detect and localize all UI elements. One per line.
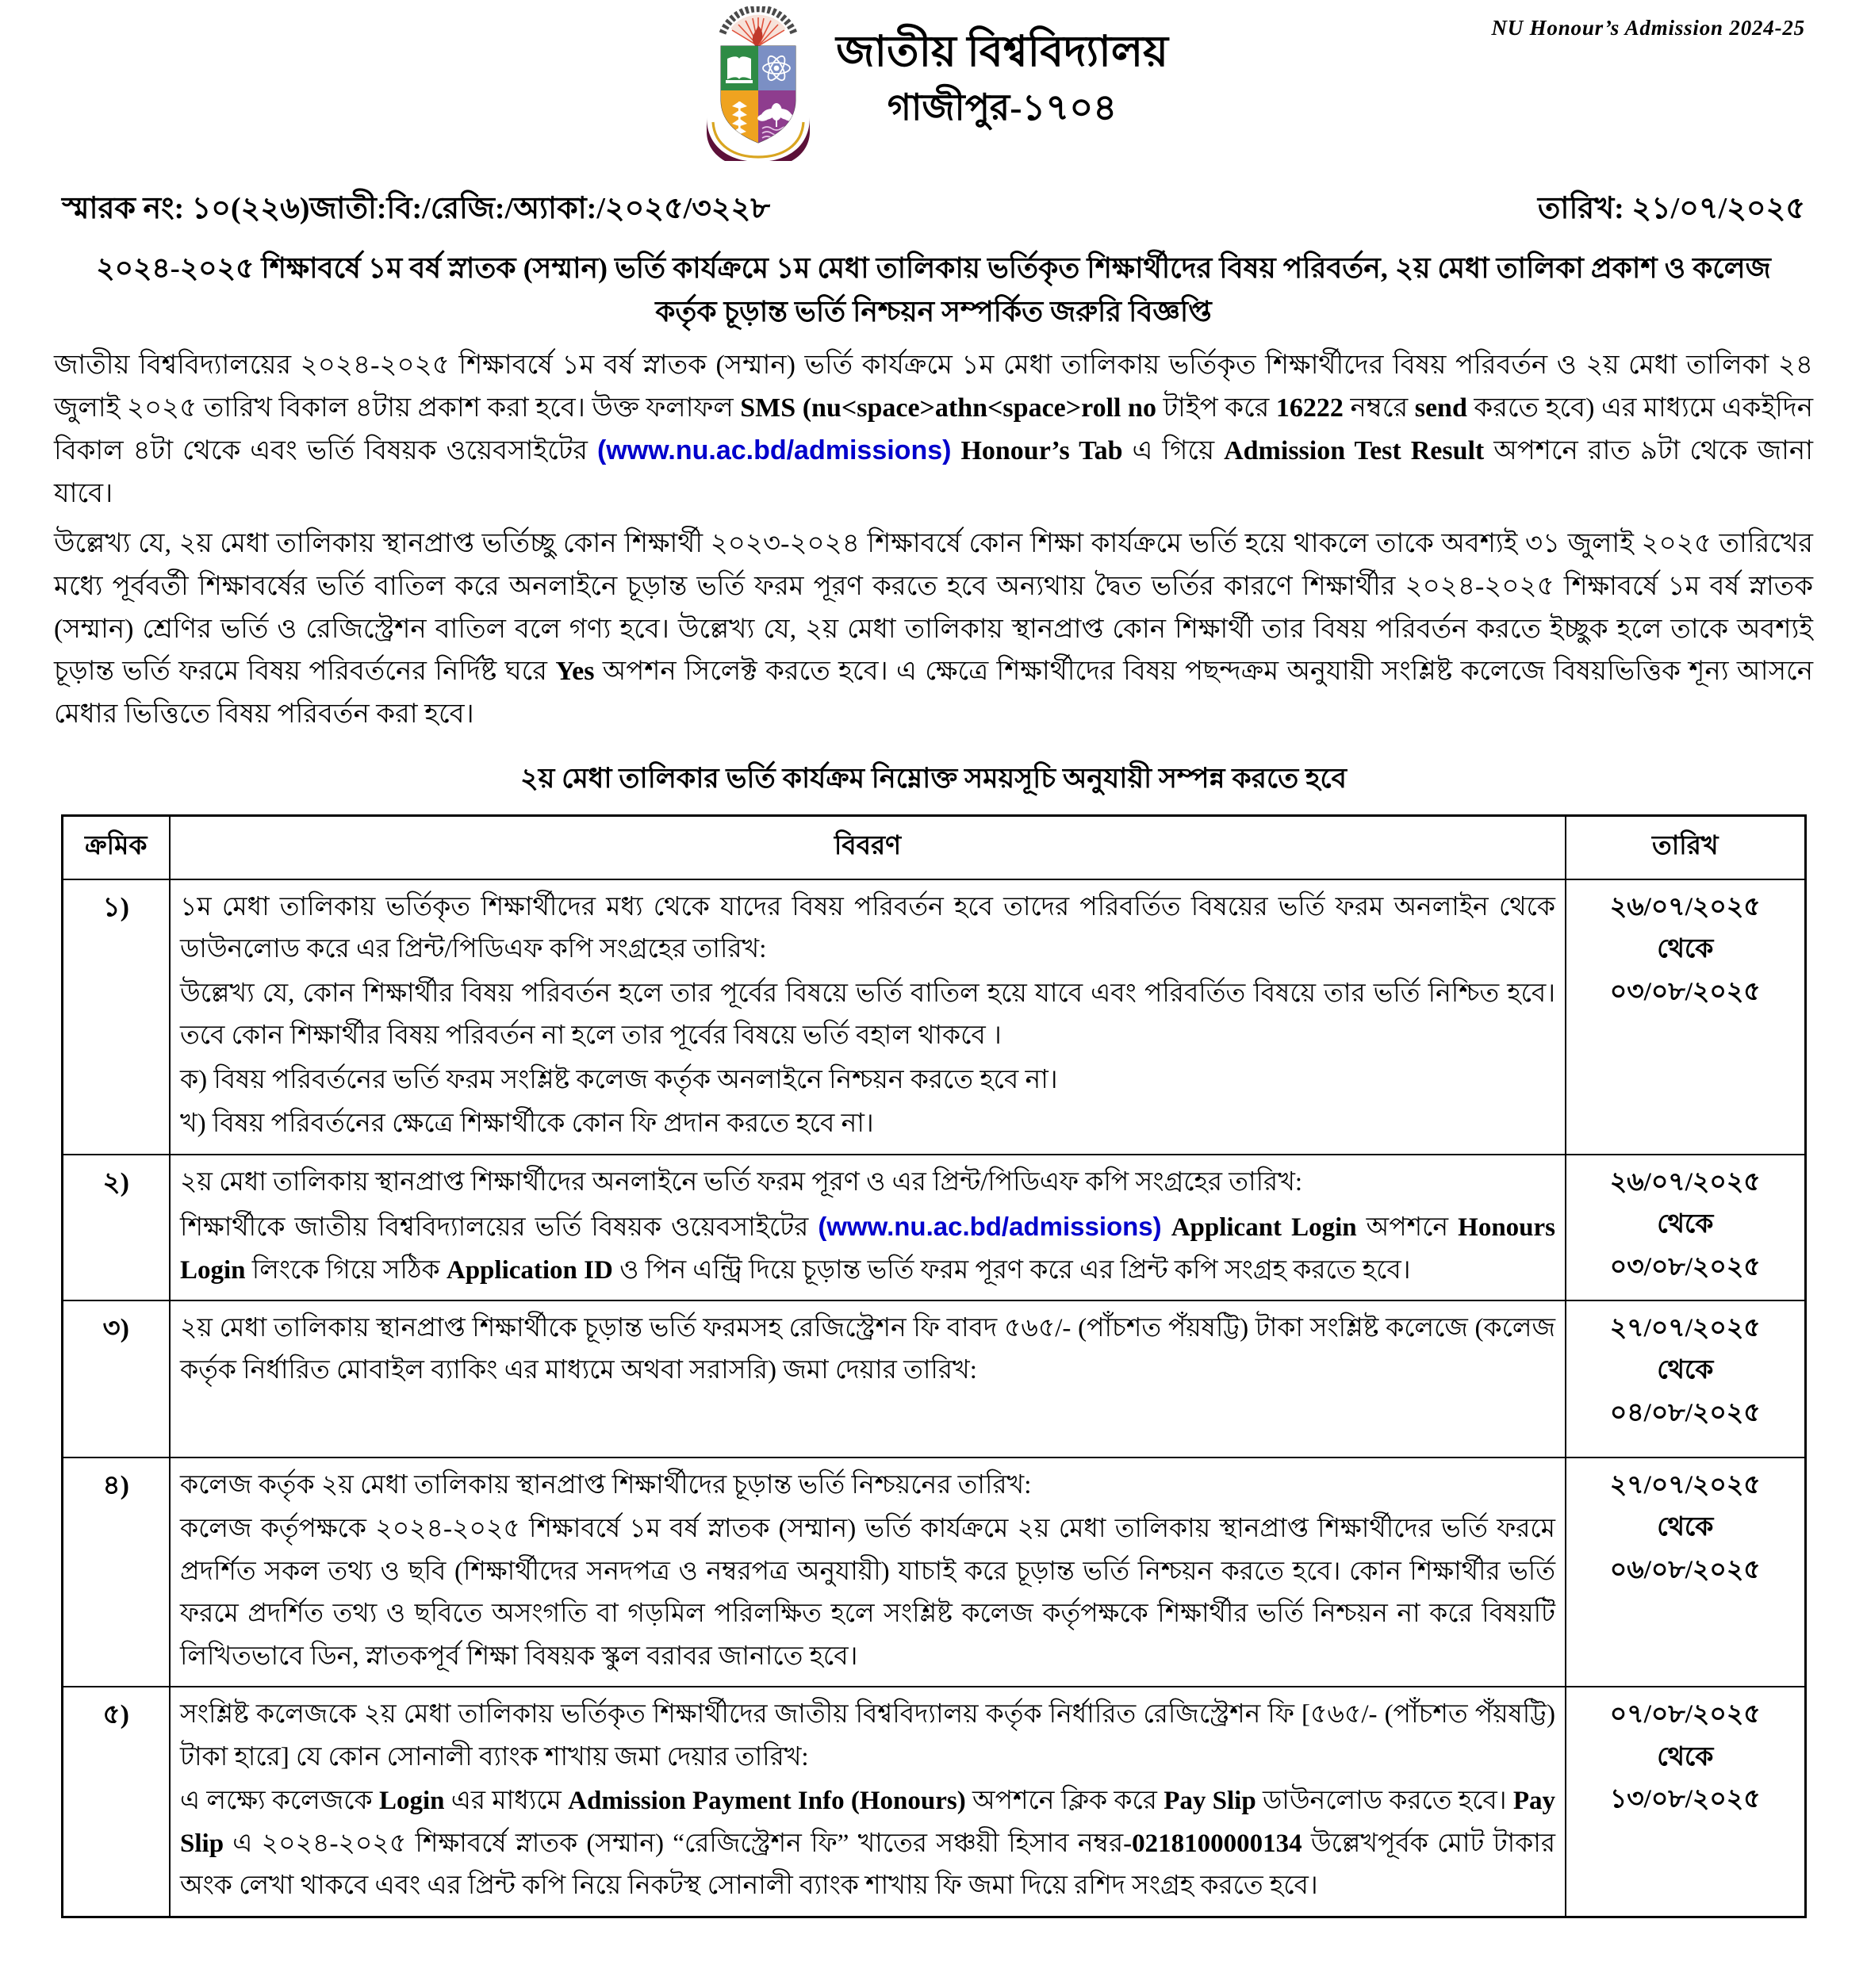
row5-seg-b: এর মাধ্যমে (444, 1787, 569, 1816)
table-row (62, 1300, 1805, 1457)
p1-segment-b: টাইপ করে (1156, 393, 1276, 423)
admission-payment-info-label: Admission Payment Info (Honours) (568, 1787, 966, 1816)
date-connector: থেকে (1657, 935, 1714, 964)
pay-slip-label-2: Pay Slip (180, 1787, 1555, 1858)
row-description (170, 879, 1566, 1155)
row-description (170, 1155, 1566, 1300)
row-date (1566, 1457, 1805, 1687)
p1-segment-c: নম্বরে (1343, 393, 1415, 423)
row1-line-1: ১ম মেধা তালিকায় ভর্তিকৃত শিক্ষার্থীদের মধ্য থেকে যাদের বিষয় পরিবর্তন হবে তাদের পরিবর্তিত বিষয়ের ভর্তি ফরম অনলাইন থেকে ডাউনলোড করে এর প্রিন্ট/পিডিএফ কপি সংগ্রহের তারিখ: (180, 892, 1555, 964)
notice-title: ২০২৪-২০২৫ শিক্ষাবর্ষে ১ম বর্ষ স্নাতক (সম্মান) ভর্তি কার্যক্রমে ১ম মেধা তালিকায় ভর্তিকৃত শিক্ষার্থীদের বিষয় পরিবর্তন, ২য় মেধা তালিকা প্রকাশ ও কলেজ কর্তৃক চূড়ান্ত ভর্তি নিশ্চয়ন সম্পর্কিত জরুরি বিজ্ঞপ্তি (96, 252, 1771, 328)
paragraph-one (54, 344, 1813, 515)
row1-line-2: উল্লেখ্য যে, কোন শিক্ষার্থীর বিষয় পরিবর্তন হলে তার পূর্বের বিষয়ে ভর্তি বাতিল হয়ে যাবে এবং পরিবর্তিত বিষয়ে তার ভর্তি নিশ্চিত হবে। তবে কোন শিক্ষার্থীর বিষয় পরিবর্তন না হলে তার পূর্বের বিষয়ে ভর্তি বহাল থাকবে । (180, 979, 1555, 1051)
date-to: ০৬/০৮/২০২৫ (1609, 1555, 1761, 1584)
paragraph-two (54, 523, 1813, 736)
p1-send-word: send (1414, 393, 1467, 423)
row4-line-1: কলেজ কর্তৃক ২য় মেধা তালিকায় স্থানপ্রাপ্ত শিক্ষার্থীদের চূড়ান্ত ভর্তি নিশ্চয়নের তারিখ: (180, 1470, 1032, 1500)
column-header-date: তারিখ (1566, 815, 1805, 879)
row3-line-1: ২য় মেধা তালিকায় স্থানপ্রাপ্ত শিক্ষার্থীকে চূড়ান্ত ভর্তি ফরমসহ রেজিস্ট্রেশন ফি বাবদ ৫৬৫/- (পাঁচশত পঁয়ষট্টি) টাকা সংশ্লিষ্ট কলেজে (কলেজ কর্তৃক নির্ধারিত মোবাইল ব্যাকিং এর মাধ্যমে অথবা সরাসরি) জমা দেয়ার তারিখ: (180, 1313, 1555, 1385)
row5-seg-a: এ লক্ষ্যে কলেজকে (180, 1787, 379, 1816)
table-row (62, 1457, 1805, 1687)
date-to: ০৩/০৮/২০২৫ (1609, 977, 1761, 1006)
date-connector: থেকে (1657, 1210, 1714, 1239)
memo-date: তারিখ: ২১/০৭/২০২৫ (1537, 192, 1805, 225)
row-serial: ৩) (62, 1300, 170, 1457)
schedule-caption: ২য় মেধা তালিকার ভর্তি কার্যক্রম নিম্নোক্ত সময়সূচি অনুযায়ী সম্পন্ন করতে হবে (520, 762, 1347, 794)
row5-seg-e: এ ২০২৪-২০২৫ শিক্ষাবর্ষে স্নাতক (সম্মান) “রেজিস্ট্রেশন ফি” খাতের সঞ্চয়ী হিসাব নম্বর- (224, 1829, 1133, 1858)
row2-line-1: ২য় মেধা তালিকায় স্থানপ্রাপ্ত শিক্ষার্থীদের অনলাইনে ভর্তি ফরম পূরণ ও এর প্রিন্ট/পিডিএফ কপি সংগ্রহের তারিখ: (180, 1167, 1303, 1197)
p1-segment-f: অপশনে রাত ৯টা থেকে জানা যাবে। (54, 435, 1814, 508)
row-date (1566, 879, 1805, 1155)
row-description (170, 1457, 1566, 1687)
national-university-crest-icon (699, 6, 822, 165)
p1-admission-test-result: Admission Test Result (1224, 435, 1485, 465)
row5-seg-f: উল্লেখপূর্বক মোট টাকার অংক লেখা থাকবে এবং এর প্রিন্ট কপি নিয়ে নিকটস্থ সোনালী ব্যাংক শাখায় ফি জমা দিয়ে রশিদ সংগ্রহ করতে হবে। (180, 1829, 1555, 1901)
row2-seg-b: অপশনে (1356, 1213, 1459, 1243)
row-date (1566, 1300, 1805, 1457)
row2-line-2 (180, 1205, 1555, 1292)
row2-seg-c: লিংকে গিয়ে সঠিক (245, 1255, 447, 1285)
date-connector: থেকে (1657, 1513, 1714, 1542)
p1-segment-a: জাতীয় বিশ্ববিদ্যালয়ের ২০২৪-২০২৫ শিক্ষাবর্ষে ১ম বর্ষ স্নাতক (সম্মান) ভর্তি কার্যক্রমে ১ম মেধা তালিকায় ভর্তিকৃত শিক্ষার্থীদের বিষয় পরিবর্তন ও ২য় মেধা তালিকা ২৪ জুলাই ২০২৫ তারিখ বিকাল ৪টায় প্রকাশ করা হবে। উক্ত ফলাফল (54, 350, 1813, 423)
p2-yes-option: Yes (555, 657, 595, 687)
date-from: ২৬/০৭/২০২৫ (1609, 892, 1761, 921)
date-from: ০৭/০৮/২০২৫ (1609, 1700, 1761, 1729)
login-label: Login (378, 1787, 445, 1816)
university-address: গাজীপুর-১৭০৪ (887, 86, 1118, 128)
row5-seg-d: ডাউনলোড করতে হবে। (1256, 1787, 1513, 1816)
row-serial: ২) (62, 1155, 170, 1300)
running-head: NU Honour’s Admission 2024-25 (1491, 16, 1805, 40)
date-connector: থেকে (1657, 1742, 1714, 1772)
applicant-login-label: Applicant Login (1171, 1213, 1357, 1243)
row-description (170, 1300, 1566, 1457)
date-connector: থেকে (1657, 1356, 1714, 1385)
row5-seg-c: অপশনে ক্লিক করে (965, 1787, 1164, 1816)
table-row (62, 879, 1805, 1155)
row5-line-2 (180, 1780, 1555, 1907)
row2-seg-a: শিক্ষার্থীকে জাতীয় বিশ্ববিদ্যালয়ের ভর্তি বিষয়ক ওয়েবসাইটের (180, 1213, 818, 1243)
date-to: ০৪/০৮/২০২৫ (1609, 1398, 1761, 1427)
row-date (1566, 1155, 1805, 1300)
memo-number: স্মারক নং: ১০(২২৬)জাতী:বি:/রেজি:/অ্যাকা:/২০২৫/৩২২৮ (62, 192, 771, 225)
row4-line-2: কলেজ কর্তৃপক্ষকে ২০২৪-২০২৫ শিক্ষাবর্ষে ১ম বর্ষ স্নাতক (সম্মান) ভর্তি কার্যক্রমে ২য় মেধা তালিকায় স্থানপ্রাপ্ত শিক্ষার্থীদের ভর্তি ফরমে প্রদর্শিত সকল তথ্য ও ছবি (শিক্ষার্থীদের সনদপত্র ও নম্বরপত্র অনুযায়ী) যাচাই করে চূড়ান্ত ভর্তি নিশ্চয়ন করতে হবে। কোন শিক্ষার্থীর ভর্তি ফরমে প্রদর্শিত তথ্য ও ছবিতে অসংগতি বা গড়মিল পরিলক্ষিত হলে সংশ্লিষ্ট কলেজ কর্তৃপক্ষকে শিক্ষার্থীর ভর্তি নিশ্চয়ন না করে বিষয়টি লিখিতভাবে ডিন, স্নাতকপূর্ব শিক্ষা বিষয়ক স্কুল বরাবর জানাতে হবে। (180, 1515, 1555, 1671)
row1-line-3: ক) বিষয় পরিবর্তনের ভর্তি ফরম সংশ্লিষ্ট কলেজ কর্তৃক অনলাইনে নিশ্চয়ন করতে হবে না। (180, 1065, 1058, 1094)
bank-account-number: 0218100000134 (1132, 1829, 1302, 1858)
table-header-row (62, 815, 1805, 879)
pay-slip-label: Pay Slip (1164, 1787, 1256, 1816)
honours-login-label: Honours Login (180, 1213, 1556, 1285)
admission-schedule-table (61, 814, 1807, 1918)
row-serial: ৫) (62, 1687, 170, 1917)
column-header-serial: ক্রমিক (62, 815, 170, 879)
memo-row (48, 185, 1819, 236)
p1-shortcode: 16222 (1275, 393, 1344, 423)
date-from: ২৭/০৭/২০২৫ (1609, 1313, 1761, 1343)
date-to: ১৩/০৮/২০২৫ (1609, 1785, 1761, 1814)
p1-sms-format: SMS (nu<space>athn<space>roll no (740, 393, 1156, 423)
row-date (1566, 1687, 1805, 1917)
p1-honours-tab: Honour’s Tab (960, 435, 1123, 465)
admissions-website-link[interactable]: (www.nu.ac.bd/admissions) (818, 1212, 1162, 1242)
p2-segment-b: অপশন সিলেক্ট করতে হবে। এ ক্ষেত্রে শিক্ষার্থীদের বিষয় পছন্দক্রম অনুযায়ী সংশ্লিষ্ট কলেজে বিষয়ভিত্তিক শূন্য আসনে মেধার ভিত্তিতে বিষয় পরিবর্তন করা হবে। (54, 657, 1813, 730)
p1-segment-d: করতে হবে) এর মাধ্যমে একইদিন বিকাল ৪টা থেকে এবং ভর্তি বিষয়ক ওয়েবসাইটের (54, 393, 1814, 465)
column-header-description: বিবরণ (170, 815, 1566, 879)
p1-segment-e: এ গিয়ে (1122, 435, 1225, 465)
date-from: ২৬/০৭/২০২৫ (1609, 1167, 1761, 1197)
table-row (62, 1687, 1805, 1917)
row-serial: ১) (62, 879, 170, 1155)
row5-line-1: সংশ্লিষ্ট কলেজকে ২য় মেধা তালিকায় ভর্তিকৃত শিক্ষার্থীদের জাতীয় বিশ্ববিদ্যালয় কর্তৃক নির্ধারিত রেজিস্ট্রেশন ফি [৫৬৫/- (পাঁচশত পঁয়ষট্টি) টাকা হারে] যে কোন সোনালী ব্যাংক শাখায় জমা দেয়ার তারিখ: (180, 1700, 1555, 1772)
row1-line-4: খ) বিষয় পরিবর্তনের ক্ষেত্রে শিক্ষার্থীকে কোন ফি প্রদান করতে হবে না। (180, 1109, 874, 1139)
row-serial: ৪) (62, 1457, 170, 1687)
date-from: ২৭/০৭/২০২৫ (1609, 1470, 1761, 1500)
date-to: ০৩/০৮/২০২৫ (1609, 1252, 1761, 1281)
row-description (170, 1687, 1566, 1917)
university-name: জাতীয় বিশ্ববিদ্যালয় (836, 28, 1168, 75)
admissions-website-link[interactable]: (www.nu.ac.bd/admissions) (596, 435, 952, 465)
university-title-block (836, 5, 1168, 131)
row2-seg-d: ও পিন এন্ট্রি দিয়ে চূড়ান্ত ভর্তি ফরম পূরণ করে এর প্রিন্ট কপি সংগ্রহ করতে হবে। (612, 1255, 1411, 1285)
application-id-label: Application ID (446, 1255, 613, 1285)
p2-segment-a: উল্লেখ্য যে, ২য় মেধা তালিকায় স্থানপ্রাপ্ত ভর্তিচ্ছু কোন শিক্ষার্থী ২০২৩-২০২৪ শিক্ষাবর্ষে কোন শিক্ষা কার্যক্রমে ভর্তি হয়ে থাকলে তাকে অবশ্যই ৩১ জুলাই ২০২৫ তারিখের মধ্যে পূর্ববর্তী শিক্ষাবর্ষের ভর্তি বাতিল করে অনলাইনে চূড়ান্ত ভর্তি ফরম পূরণ করতে হবে অন্যথায় দ্বৈত ভর্তির কারণে শিক্ষার্থীর ২০২৪-২০২৫ শিক্ষাবর্ষে ১ম বর্ষ স্নাতক (সম্মান) শ্রেণির ভর্তি ও রেজিস্ট্রেশন বাতিল বলে গণ্য হবে। উল্লেখ্য যে, ২য় মেধা তালিকায় স্থানপ্রাপ্ত কোন শিক্ষার্থী তার বিষয় পরিবর্তন করতে ইচ্ছুক হলে তাকে অবশ্যই চূড়ান্ত ভর্তি ফরমে বিষয় পরিবর্তনের নির্দিষ্ট ঘরে (54, 529, 1813, 687)
table-row (62, 1155, 1805, 1300)
